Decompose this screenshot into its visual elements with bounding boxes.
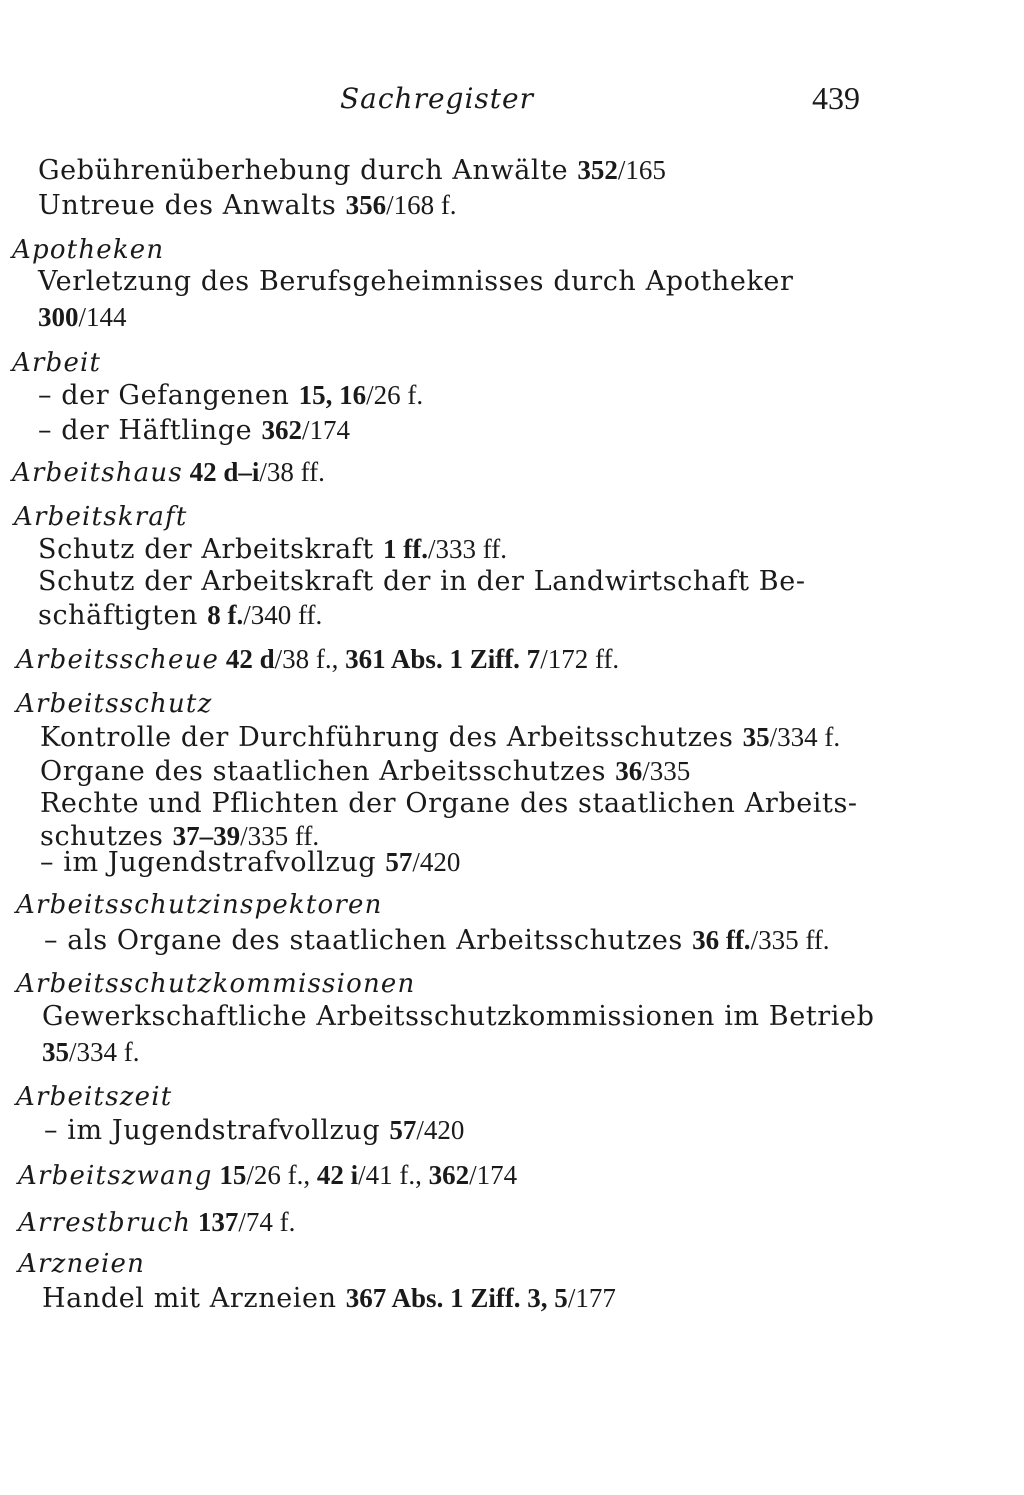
subentry-text: Handel mit Arzneien bbox=[42, 1283, 346, 1314]
page-reference: /168 f. bbox=[386, 190, 457, 220]
page-reference: /165 bbox=[617, 155, 666, 185]
index-term: Arbeitszeit bbox=[16, 1082, 173, 1112]
index-line bbox=[42, 1035, 140, 1070]
section-reference: 57 bbox=[389, 1115, 417, 1145]
subentry-text: Schutz der Arbeitskraft bbox=[38, 534, 384, 565]
section-reference: 35 bbox=[742, 722, 770, 752]
running-header: Sachregister bbox=[340, 82, 534, 115]
section-reference: 35 bbox=[42, 1037, 69, 1067]
page-reference: /340 ff. bbox=[243, 600, 323, 630]
subentry-text: schäftigten bbox=[38, 600, 208, 631]
index-term: Arbeitsschutzkommissionen bbox=[16, 969, 416, 999]
page-reference: /420 bbox=[416, 1115, 465, 1145]
section-reference: 362 bbox=[261, 415, 302, 445]
page-reference: /335 ff. bbox=[750, 925, 830, 955]
section-reference: 36 ff. bbox=[692, 925, 751, 955]
page-number: 439 bbox=[812, 80, 860, 116]
section-reference: 361 Abs. 1 Ziff. 7 bbox=[345, 644, 541, 674]
index-heading bbox=[16, 967, 415, 1001]
index-line bbox=[38, 300, 127, 335]
index-line bbox=[42, 1281, 616, 1316]
page-reference: /333 ff. bbox=[428, 534, 507, 564]
index-line bbox=[38, 265, 794, 299]
page-reference: /334 f. bbox=[69, 1037, 140, 1067]
section-reference: 362 bbox=[428, 1160, 470, 1190]
index-heading bbox=[16, 642, 619, 677]
index-heading bbox=[18, 1247, 145, 1281]
index-term: Arrestbruch bbox=[18, 1208, 192, 1238]
subentry-text: Kontrolle der Durchführung des Arbeitsschutzes bbox=[40, 722, 743, 753]
index-heading bbox=[16, 888, 383, 922]
index-line bbox=[38, 153, 666, 188]
index-line bbox=[40, 845, 460, 880]
section-reference: 352 bbox=[577, 155, 618, 185]
index-heading bbox=[12, 346, 101, 380]
index-heading bbox=[18, 1158, 517, 1193]
index-line bbox=[38, 378, 423, 413]
subentry-text: – als Organe des staatlichen Arbeitsschutzes bbox=[44, 925, 693, 956]
page-reference: /174 bbox=[301, 415, 350, 445]
subentry-text: Organe des staatlichen Arbeitsschutzes bbox=[40, 756, 616, 787]
index-line bbox=[44, 923, 830, 958]
index-line bbox=[38, 598, 322, 633]
index-heading bbox=[12, 455, 325, 490]
subentry-text: Gewerkschaftliche Arbeitsschutzkommissionen im Betrieb bbox=[42, 1001, 875, 1032]
index-heading bbox=[18, 1205, 295, 1240]
section-reference: 137 bbox=[191, 1207, 239, 1237]
index-heading bbox=[16, 687, 212, 721]
index-line bbox=[40, 720, 840, 755]
page-reference: /144 bbox=[78, 302, 127, 332]
page-reference: /41 f., bbox=[358, 1160, 429, 1190]
section-reference: 57 bbox=[385, 847, 413, 877]
page-reference: /177 bbox=[567, 1283, 616, 1313]
index-line bbox=[38, 565, 806, 599]
subentry-text: Gebührenüberhebung durch Anwälte bbox=[38, 155, 578, 186]
section-reference: 300 bbox=[38, 302, 79, 332]
subentry-text: Rechte und Pflichten der Organe des staatlichen Arbeits- bbox=[40, 788, 858, 819]
page-reference: /38 f., bbox=[274, 644, 346, 674]
index-term: Arbeitszwang bbox=[18, 1161, 213, 1191]
subentry-text: – der Gefangenen bbox=[38, 380, 299, 411]
index-heading bbox=[16, 1080, 172, 1114]
section-reference: 15, 16 bbox=[298, 380, 367, 410]
index-term: Apotheken bbox=[12, 235, 165, 265]
index-term: Arbeit bbox=[12, 348, 102, 378]
section-reference: 8 f. bbox=[207, 600, 244, 630]
section-reference: 42 i bbox=[316, 1160, 359, 1190]
index-line bbox=[38, 188, 457, 223]
section-reference: 37–39 bbox=[172, 821, 241, 851]
index-term: Arbeitskraft bbox=[14, 502, 188, 532]
index-line bbox=[40, 787, 858, 821]
index-term: Arbeitshaus bbox=[12, 458, 183, 488]
page-reference: /26 f. bbox=[366, 380, 424, 410]
section-reference: 36 bbox=[615, 756, 643, 786]
index-line bbox=[38, 413, 350, 448]
section-reference: 367 Abs. 1 Ziff. 3, 5 bbox=[345, 1283, 568, 1313]
subentry-text: – im Jugendstrafvollzug bbox=[40, 847, 386, 878]
subentry-text: – im Jugendstrafvollzug bbox=[44, 1115, 390, 1146]
page-reference: /74 f. bbox=[238, 1207, 296, 1237]
section-reference: 1 ff. bbox=[383, 534, 428, 564]
page-reference: /38 ff. bbox=[259, 457, 325, 487]
page-reference: /26 f., bbox=[246, 1160, 317, 1190]
page-reference: /335 bbox=[642, 756, 691, 786]
index-heading bbox=[12, 233, 164, 267]
subentry-text: Schutz der Arbeitskraft der in der Landwirtschaft Be- bbox=[38, 566, 806, 597]
subentry-text: Verletzung des Berufsgeheimnisses durch Apotheker bbox=[38, 266, 794, 297]
index-line bbox=[40, 754, 690, 789]
index-term: Arzneien bbox=[18, 1249, 146, 1279]
section-reference: 356 bbox=[345, 190, 387, 220]
section-reference: 42 d–i bbox=[182, 457, 260, 487]
subentry-text: – der Häftlinge bbox=[38, 415, 262, 446]
index-term: Arbeitsschutz bbox=[16, 689, 213, 719]
index-line bbox=[42, 1000, 875, 1034]
page-reference: /172 ff. bbox=[540, 644, 620, 674]
subentry-text: schutzes bbox=[40, 821, 173, 852]
page-reference: /420 bbox=[412, 847, 461, 877]
index-term: Arbeitsscheue bbox=[16, 645, 220, 675]
index-line bbox=[38, 532, 507, 567]
subentry-text: Untreue des Anwalts bbox=[38, 190, 346, 221]
page-reference: /334 f. bbox=[769, 722, 841, 752]
section-reference: 42 d bbox=[219, 644, 275, 674]
page-reference: /174 bbox=[469, 1160, 518, 1190]
index-heading bbox=[14, 500, 188, 534]
index-line bbox=[44, 1113, 464, 1148]
index-term: Arbeitsschutzinspektoren bbox=[16, 890, 383, 920]
page-reference: /335 ff. bbox=[240, 821, 320, 851]
section-reference: 15 bbox=[212, 1160, 247, 1190]
